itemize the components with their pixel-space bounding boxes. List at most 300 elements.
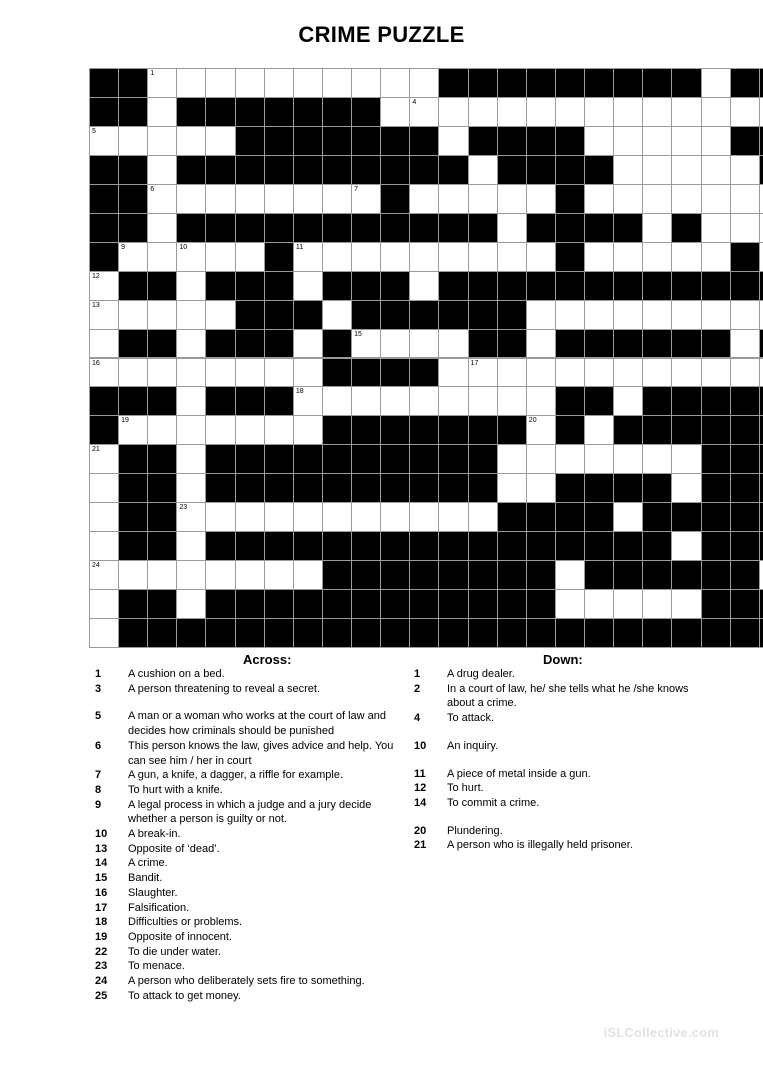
grid-cell[interactable] — [176, 531, 206, 561]
grid-cell[interactable] — [89, 560, 119, 590]
clue-number: 2 — [414, 682, 421, 695]
grid-cell-black — [351, 444, 381, 474]
grid-cell[interactable] — [235, 68, 265, 98]
grid-cell-black — [147, 531, 177, 561]
grid-cell[interactable] — [526, 300, 556, 330]
grid-cell-black — [759, 386, 763, 416]
grid-cell[interactable] — [584, 126, 614, 156]
grid-cell[interactable] — [235, 184, 265, 214]
grid-cell[interactable] — [642, 184, 672, 214]
grid-cell[interactable] — [147, 184, 177, 214]
grid-cell[interactable] — [497, 213, 527, 243]
grid-cell[interactable] — [380, 68, 410, 98]
grid-cell[interactable] — [438, 242, 468, 272]
grid-cell-black — [759, 589, 763, 619]
grid-cell[interactable] — [526, 415, 556, 445]
grid-cell-black — [235, 213, 265, 243]
grid-cell[interactable] — [176, 329, 206, 359]
grid-cell-black — [380, 126, 410, 156]
grid-cell[interactable] — [671, 155, 701, 185]
grid-cell-black — [613, 618, 643, 648]
grid-cell-black — [642, 473, 672, 503]
grid-cell[interactable] — [468, 502, 498, 532]
grid-cell[interactable] — [176, 184, 206, 214]
grid-cell[interactable] — [89, 444, 119, 474]
grid-cell[interactable] — [176, 242, 206, 272]
grid-cell-black — [205, 155, 235, 185]
grid-cell[interactable] — [613, 444, 643, 474]
grid-cell[interactable] — [176, 473, 206, 503]
clue-number: 7 — [95, 769, 102, 782]
grid-cell[interactable] — [759, 184, 763, 214]
grid-cell-black — [351, 271, 381, 301]
grid-cell-black — [497, 589, 527, 619]
clue-number: 14 — [414, 796, 427, 809]
grid-cell[interactable] — [89, 271, 119, 301]
grid-cell[interactable] — [642, 213, 672, 243]
down-clue — [414, 667, 714, 682]
grid-cell[interactable] — [205, 184, 235, 214]
grid-cell[interactable] — [759, 213, 763, 243]
grid-cell[interactable] — [264, 560, 294, 590]
clue-number: 21 — [92, 446, 100, 454]
grid-cell[interactable] — [380, 97, 410, 127]
grid-cell[interactable] — [642, 126, 672, 156]
grid-cell-black — [409, 213, 439, 243]
grid-cell[interactable] — [671, 97, 701, 127]
grid-cell[interactable] — [293, 242, 323, 272]
grid-cell-black — [322, 589, 352, 619]
clue-number: 16 — [95, 886, 108, 899]
grid-cell[interactable] — [526, 184, 556, 214]
grid-cell[interactable] — [701, 184, 731, 214]
grid-cell[interactable] — [642, 155, 672, 185]
across-clue-list — [95, 667, 407, 1003]
grid-cell[interactable] — [322, 300, 352, 330]
grid-cell[interactable] — [642, 444, 672, 474]
grid-cell[interactable] — [118, 242, 148, 272]
grid-cell-black — [497, 415, 527, 445]
grid-cell[interactable] — [235, 415, 265, 445]
clue-number: 3 — [354, 98, 358, 106]
clue-number: 1 — [414, 668, 421, 680]
grid-cell[interactable] — [555, 589, 585, 619]
grid-cell-black — [351, 531, 381, 561]
grid-cell[interactable] — [118, 126, 148, 156]
grid-cell-black — [701, 386, 731, 416]
clue-text: A person who is illegally held prisoner. — [447, 839, 633, 852]
grid-cell[interactable] — [759, 560, 763, 590]
grid-cell[interactable] — [235, 560, 265, 590]
grid-cell[interactable] — [89, 589, 119, 619]
grid-cell-black — [584, 329, 614, 359]
grid-cell[interactable] — [555, 560, 585, 590]
clue-text: Slaughter. — [128, 886, 178, 899]
grid-cell[interactable] — [671, 531, 701, 561]
grid-cell[interactable] — [438, 386, 468, 416]
grid-cell[interactable] — [205, 560, 235, 590]
grid-cell[interactable] — [147, 155, 177, 185]
grid-cell-black — [351, 155, 381, 185]
grid-cell[interactable] — [176, 415, 206, 445]
grid-cell[interactable] — [526, 97, 556, 127]
grid-cell[interactable] — [701, 358, 731, 388]
grid-cell-black — [380, 300, 410, 330]
grid-cell[interactable] — [89, 531, 119, 561]
grid-cell[interactable] — [497, 473, 527, 503]
grid-cell[interactable] — [642, 589, 672, 619]
grid-cell[interactable] — [671, 444, 701, 474]
grid-cell[interactable] — [380, 386, 410, 416]
grid-cell[interactable] — [322, 184, 352, 214]
grid-cell[interactable] — [176, 502, 206, 532]
grid-cell[interactable] — [584, 415, 614, 445]
grid-cell-black — [730, 444, 760, 474]
grid-cell[interactable] — [264, 68, 294, 98]
down-clue — [414, 682, 714, 711]
grid-cell[interactable] — [293, 415, 323, 445]
grid-cell[interactable] — [730, 155, 760, 185]
grid-cell[interactable] — [147, 126, 177, 156]
grid-cell[interactable] — [293, 502, 323, 532]
grid-cell-black — [701, 502, 731, 532]
grid-cell[interactable] — [468, 97, 498, 127]
grid-cell[interactable] — [730, 97, 760, 127]
grid-cell[interactable] — [205, 300, 235, 330]
grid-cell[interactable] — [526, 242, 556, 272]
grid-cell[interactable] — [409, 184, 439, 214]
clue-number: 17 — [470, 359, 479, 367]
grid-cell[interactable] — [147, 213, 177, 243]
grid-cell-black — [293, 97, 323, 127]
grid-cell-black — [497, 618, 527, 648]
grid-cell-black — [322, 155, 352, 185]
grid-cell[interactable] — [671, 242, 701, 272]
grid-cell[interactable] — [89, 473, 119, 503]
grid-cell[interactable] — [526, 386, 556, 416]
grid-cell[interactable] — [147, 68, 177, 98]
grid-cell[interactable] — [701, 155, 731, 185]
grid-cell[interactable] — [293, 184, 323, 214]
grid-cell-black — [555, 155, 585, 185]
grid-cell[interactable] — [264, 415, 294, 445]
grid-cell[interactable] — [351, 329, 381, 359]
grid-cell[interactable] — [701, 126, 731, 156]
grid-cell[interactable] — [235, 242, 265, 272]
grid-cell[interactable] — [176, 126, 206, 156]
grid-cell[interactable] — [380, 502, 410, 532]
grid-cell[interactable] — [235, 502, 265, 532]
grid-cell[interactable] — [409, 329, 439, 359]
grid-cell[interactable] — [264, 184, 294, 214]
grid-cell-black — [555, 415, 585, 445]
grid-cell[interactable] — [409, 271, 439, 301]
grid-cell[interactable] — [671, 589, 701, 619]
grid-cell[interactable] — [176, 358, 206, 388]
grid-cell[interactable] — [759, 300, 763, 330]
clue-number: 4 — [412, 98, 417, 106]
grid-cell-black — [380, 473, 410, 503]
grid-cell[interactable] — [671, 184, 701, 214]
grid-cell[interactable] — [438, 97, 468, 127]
grid-cell[interactable] — [671, 358, 701, 388]
grid-cell[interactable] — [176, 68, 206, 98]
grid-cell-black — [468, 415, 498, 445]
grid-cell[interactable] — [322, 502, 352, 532]
grid-cell-black — [438, 444, 468, 474]
clue-text: To die under water. — [128, 945, 221, 958]
grid-cell[interactable] — [205, 68, 235, 98]
grid-cell[interactable] — [89, 358, 119, 388]
grid-cell[interactable] — [351, 68, 381, 98]
clue-number: 5 — [92, 127, 96, 135]
grid-cell[interactable] — [701, 97, 731, 127]
grid-cell[interactable] — [409, 242, 439, 272]
grid-cell[interactable] — [205, 358, 235, 388]
grid-cell[interactable] — [730, 300, 760, 330]
grid-cell[interactable] — [759, 242, 763, 272]
grid-cell-black — [526, 531, 556, 561]
grid-cell[interactable] — [176, 444, 206, 474]
grid-cell[interactable] — [701, 242, 731, 272]
grid-cell[interactable] — [526, 358, 556, 388]
grid-cell-black — [438, 473, 468, 503]
grid-cell-black — [759, 68, 763, 98]
grid-cell[interactable] — [613, 589, 643, 619]
grid-cell[interactable] — [89, 618, 119, 648]
grid-cell[interactable] — [759, 358, 763, 388]
clue-number: 6 — [150, 185, 155, 193]
grid-cell[interactable] — [322, 386, 352, 416]
grid-cell[interactable] — [613, 97, 643, 127]
grid-cell-black — [701, 531, 731, 561]
grid-cell[interactable] — [293, 386, 323, 416]
grid-cell-black — [438, 213, 468, 243]
grid-cell[interactable] — [293, 68, 323, 98]
grid-cell[interactable] — [526, 444, 556, 474]
grid-cell[interactable] — [468, 184, 498, 214]
clue-text: Plundering. — [447, 824, 503, 837]
grid-cell[interactable] — [293, 560, 323, 590]
grid-cell-black — [584, 560, 614, 590]
grid-cell[interactable] — [468, 242, 498, 272]
grid-cell[interactable] — [642, 97, 672, 127]
grid-cell[interactable] — [526, 473, 556, 503]
grid-cell[interactable] — [438, 126, 468, 156]
grid-cell[interactable] — [380, 242, 410, 272]
grid-cell-black — [468, 126, 498, 156]
grid-cell-black — [438, 68, 468, 98]
down-clue — [414, 824, 714, 839]
grid-cell[interactable] — [351, 386, 381, 416]
clue-number: 18 — [295, 388, 304, 396]
grid-cell-black — [671, 386, 701, 416]
grid-cell[interactable] — [497, 358, 527, 388]
grid-cell-black — [526, 155, 556, 185]
grid-cell-black — [497, 126, 527, 156]
grid-cell-black — [438, 560, 468, 590]
grid-cell[interactable] — [613, 386, 643, 416]
grid-cell[interactable] — [293, 271, 323, 301]
grid-cell-black — [438, 155, 468, 185]
grid-cell[interactable] — [147, 560, 177, 590]
grid-cell[interactable] — [584, 358, 614, 388]
grid-cell[interactable] — [584, 300, 614, 330]
grid-cell-black — [205, 473, 235, 503]
grid-cell[interactable] — [118, 358, 148, 388]
grid-cell-black — [293, 213, 323, 243]
grid-cell[interactable] — [205, 242, 235, 272]
grid-cell[interactable] — [468, 155, 498, 185]
grid-cell-black — [497, 531, 527, 561]
grid-cell[interactable] — [613, 300, 643, 330]
clue-text: A person who deliberately sets fire to something. — [128, 975, 365, 988]
grid-cell[interactable] — [89, 300, 119, 330]
grid-cell[interactable] — [147, 97, 177, 127]
grid-cell[interactable] — [497, 444, 527, 474]
grid-cell[interactable] — [438, 329, 468, 359]
grid-cell-black — [555, 531, 585, 561]
grid-cell[interactable] — [584, 97, 614, 127]
grid-cell[interactable] — [409, 97, 439, 127]
grid-cell[interactable] — [293, 358, 323, 388]
grid-cell-black — [380, 213, 410, 243]
grid-cell-black — [264, 213, 294, 243]
grid-cell[interactable] — [584, 242, 614, 272]
grid-cell[interactable] — [351, 184, 381, 214]
grid-cell-black — [555, 213, 585, 243]
grid-cell-black — [293, 473, 323, 503]
grid-cell[interactable] — [642, 242, 672, 272]
grid-cell[interactable] — [555, 358, 585, 388]
grid-cell[interactable] — [351, 502, 381, 532]
grid-cell[interactable] — [89, 329, 119, 359]
grid-cell[interactable] — [147, 358, 177, 388]
grid-cell[interactable] — [730, 329, 760, 359]
grid-cell[interactable] — [613, 155, 643, 185]
grid-cell-black — [322, 560, 352, 590]
grid-cell[interactable] — [701, 213, 731, 243]
grid-cell[interactable] — [176, 560, 206, 590]
grid-cell[interactable] — [671, 126, 701, 156]
grid-cell-black — [671, 68, 701, 98]
grid-cell[interactable] — [584, 184, 614, 214]
across-clue — [95, 783, 407, 798]
grid-cell-black — [584, 271, 614, 301]
grid-cell[interactable] — [147, 300, 177, 330]
grid-cell-black — [118, 531, 148, 561]
grid-cell[interactable] — [89, 126, 119, 156]
grid-cell[interactable] — [176, 271, 206, 301]
grid-cell[interactable] — [322, 242, 352, 272]
grid-cell[interactable] — [671, 300, 701, 330]
grid-cell-black — [118, 184, 148, 214]
grid-cell[interactable] — [438, 184, 468, 214]
grid-cell[interactable] — [584, 589, 614, 619]
clue-number: 17 — [95, 901, 108, 914]
grid-cell[interactable] — [526, 329, 556, 359]
grid-cell-black — [264, 618, 294, 648]
grid-cell[interactable] — [118, 300, 148, 330]
grid-cell[interactable] — [613, 126, 643, 156]
grid-cell[interactable] — [701, 68, 731, 98]
grid-cell[interactable] — [497, 97, 527, 127]
grid-cell-black — [584, 502, 614, 532]
grid-cell[interactable] — [264, 358, 294, 388]
grid-cell[interactable] — [293, 329, 323, 359]
grid-cell[interactable] — [497, 242, 527, 272]
grid-cell[interactable] — [555, 444, 585, 474]
across-clue — [95, 739, 407, 768]
grid-cell-black — [468, 531, 498, 561]
grid-cell[interactable] — [555, 97, 585, 127]
grid-cell[interactable] — [730, 358, 760, 388]
grid-cell[interactable] — [759, 97, 763, 127]
grid-cell[interactable] — [205, 126, 235, 156]
grid-cell[interactable] — [176, 589, 206, 619]
grid-cell[interactable] — [671, 473, 701, 503]
grid-cell[interactable] — [642, 358, 672, 388]
grid-cell[interactable] — [176, 386, 206, 416]
grid-cell[interactable] — [468, 386, 498, 416]
grid-cell[interactable] — [468, 358, 498, 388]
grid-cell[interactable] — [205, 415, 235, 445]
grid-cell[interactable] — [730, 213, 760, 243]
grid-cell[interactable] — [613, 242, 643, 272]
grid-cell-black — [293, 155, 323, 185]
grid-cell[interactable] — [409, 386, 439, 416]
grid-cell-black — [730, 618, 760, 648]
grid-cell[interactable] — [176, 300, 206, 330]
grid-cell[interactable] — [147, 415, 177, 445]
grid-cell[interactable] — [730, 184, 760, 214]
down-clue — [414, 739, 714, 754]
grid-cell[interactable] — [555, 300, 585, 330]
grid-cell[interactable] — [118, 415, 148, 445]
clue-number: 19 — [121, 417, 129, 425]
grid-cell[interactable] — [584, 444, 614, 474]
grid-cell[interactable] — [380, 329, 410, 359]
grid-cell[interactable] — [235, 358, 265, 388]
grid-cell[interactable] — [613, 184, 643, 214]
grid-cell-black — [613, 415, 643, 445]
grid-cell[interactable] — [89, 502, 119, 532]
grid-cell[interactable] — [322, 68, 352, 98]
grid-cell-black — [380, 184, 410, 214]
grid-cell-black — [409, 444, 439, 474]
grid-cell[interactable] — [642, 300, 672, 330]
grid-cell-black — [322, 618, 352, 648]
grid-cell[interactable] — [701, 300, 731, 330]
grid-cell[interactable] — [497, 184, 527, 214]
grid-cell[interactable] — [118, 560, 148, 590]
grid-cell[interactable] — [613, 502, 643, 532]
grid-cell[interactable] — [147, 242, 177, 272]
grid-cell[interactable] — [409, 68, 439, 98]
grid-cell[interactable] — [409, 502, 439, 532]
grid-cell[interactable] — [205, 502, 235, 532]
across-clue — [95, 974, 407, 989]
grid-cell[interactable] — [264, 502, 294, 532]
grid-cell-black — [205, 589, 235, 619]
grid-cell[interactable] — [351, 242, 381, 272]
grid-cell[interactable] — [438, 358, 468, 388]
grid-cell-black — [759, 126, 763, 156]
grid-cell[interactable] — [438, 502, 468, 532]
grid-cell[interactable] — [497, 386, 527, 416]
grid-cell[interactable] — [613, 358, 643, 388]
grid-cell-black — [118, 68, 148, 98]
